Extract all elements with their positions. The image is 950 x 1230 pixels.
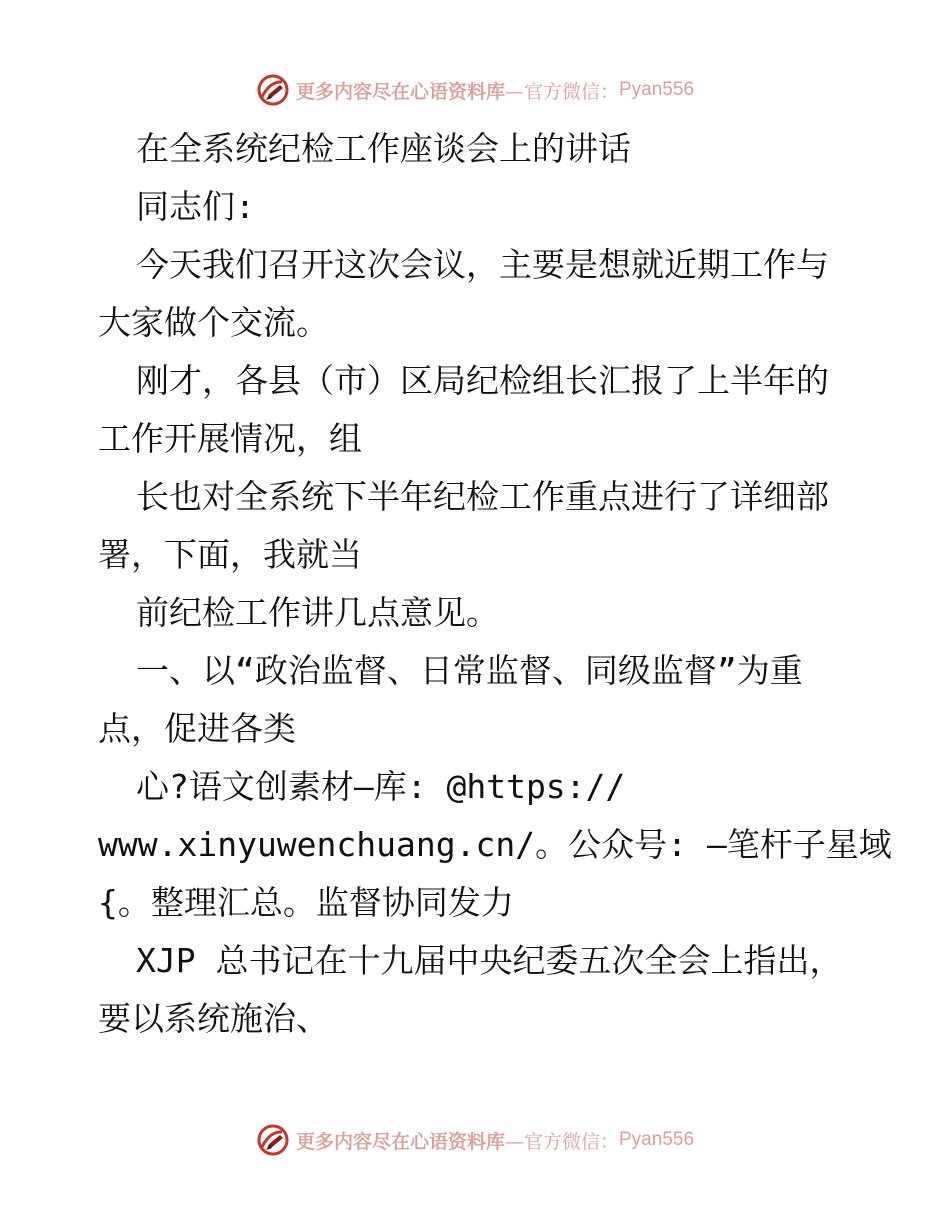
text-line: www.xinyuwenchuang.cn/。公众号: —笔杆子星域 (98, 825, 892, 864)
footer-watermark (0, 1120, 950, 1160)
text-line: 大家做个交流。 (98, 303, 329, 342)
text-line: 长也对全系统下半年纪检工作重点进行了详细部 (136, 477, 829, 516)
watermark-id-text: Pyan556 (619, 79, 695, 100)
text-line: {。整理汇总。监督协同发力 (98, 883, 514, 922)
header-watermark (0, 70, 950, 110)
pen-logo-icon (256, 73, 290, 107)
watermark-main-text: 更多内容尽在心语资料库 (295, 1130, 505, 1153)
watermark-sub-text: —官方微信： (504, 1130, 619, 1153)
text-line: 署，下面，我就当 (98, 535, 362, 574)
text-line: 工作开展情况，组 (98, 419, 362, 458)
watermark-id-text: Pyan556 (619, 1129, 695, 1150)
salutation: 同志们: (136, 187, 255, 226)
text-line: 心?语文创素材—库: @https:// (136, 767, 626, 806)
document-body (98, 120, 892, 1048)
text-line: 前纪检工作讲几点意见。 (136, 593, 499, 632)
text-line: 刚才，各县（市）区局纪检组长汇报了上半年的 (136, 361, 829, 400)
watermark-sub-text: —官方微信： (504, 80, 619, 103)
text-line: 点，促进各类 (98, 709, 296, 748)
text-line: 今天我们召开这次会议，主要是想就近期工作与 (136, 245, 829, 284)
text-line: XJP 总书记在十九届中央纪委五次全会上指出， (136, 941, 843, 980)
document-title: 在全系统纪检工作座谈会上的讲话 (136, 129, 631, 168)
watermark-main-text: 更多内容尽在心语资料库 (295, 80, 505, 103)
pen-logo-icon (256, 1123, 290, 1157)
text-line: 要以系统施治、 (98, 999, 329, 1038)
section-heading-line: 一、以“政治监督、日常监督、同级监督”为重 (136, 651, 803, 690)
